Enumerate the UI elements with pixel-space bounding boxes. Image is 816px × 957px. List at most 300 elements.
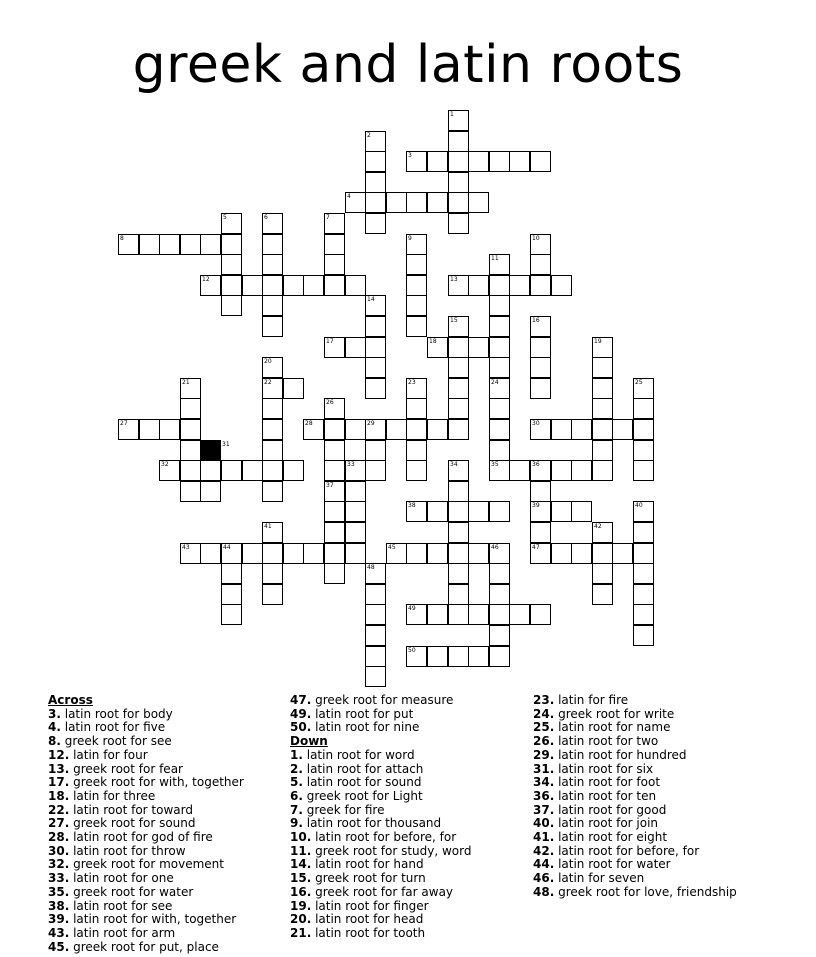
grid-cell[interactable] <box>530 337 551 358</box>
grid-cell[interactable] <box>262 234 283 255</box>
grid-cell[interactable] <box>406 192 427 213</box>
grid-cell[interactable] <box>324 398 345 419</box>
clue-number-label: 48. <box>533 884 555 899</box>
grid-cell[interactable] <box>489 357 510 378</box>
grid-cell[interactable] <box>406 234 427 255</box>
clue-number: 1 <box>450 111 454 118</box>
grid-cell[interactable] <box>180 440 201 461</box>
grid-cell[interactable] <box>406 646 427 667</box>
grid-cell[interactable] <box>324 563 345 584</box>
grid-cell[interactable] <box>221 460 242 481</box>
grid-cell[interactable] <box>345 543 366 564</box>
grid-cell[interactable] <box>489 254 510 275</box>
clue-number-label: 1. <box>290 747 303 762</box>
clue-text: greek root for movement <box>69 857 224 872</box>
grid-cell[interactable] <box>592 398 613 419</box>
clue-number-label: 42. <box>533 843 555 858</box>
grid-cell[interactable] <box>221 234 242 255</box>
grid-cell[interactable] <box>489 584 510 605</box>
grid-cell[interactable] <box>262 460 283 481</box>
down-clue <box>290 776 520 790</box>
grid-cell[interactable] <box>324 440 345 461</box>
grid-cell[interactable] <box>365 378 386 399</box>
grid-cell[interactable] <box>262 522 283 543</box>
grid-cell[interactable] <box>345 192 366 213</box>
grid-cell[interactable] <box>448 378 469 399</box>
grid-cell[interactable] <box>551 501 572 522</box>
grid-cell[interactable] <box>427 419 448 440</box>
grid-cell[interactable] <box>592 543 613 564</box>
grid-cell[interactable] <box>180 398 201 419</box>
grid-cell[interactable] <box>633 625 654 646</box>
clue-text: latin for four <box>69 747 148 762</box>
clue-text: latin root for tooth <box>311 925 426 940</box>
grid-cell[interactable] <box>530 357 551 378</box>
down-clue <box>533 763 803 777</box>
grid-cell[interactable] <box>633 584 654 605</box>
grid-cell[interactable] <box>200 481 221 502</box>
grid-cell[interactable] <box>530 234 551 255</box>
grid-cell[interactable] <box>262 254 283 275</box>
grid-cell[interactable] <box>489 337 510 358</box>
grid-cell[interactable] <box>612 543 633 564</box>
grid-cell[interactable] <box>633 543 654 564</box>
grid-cell[interactable] <box>592 419 613 440</box>
grid-cell[interactable] <box>324 460 345 481</box>
grid-cell[interactable] <box>489 419 510 440</box>
grid-cell[interactable] <box>448 172 469 193</box>
grid-cell[interactable] <box>324 234 345 255</box>
grid-cell[interactable] <box>592 522 613 543</box>
down-clue <box>533 749 803 763</box>
clue-number-label: 8. <box>48 734 61 749</box>
grid-cell[interactable] <box>406 604 427 625</box>
grid-cell[interactable] <box>468 501 489 522</box>
grid-cell[interactable] <box>448 213 469 234</box>
clue-text: greek root for Light <box>302 788 423 803</box>
grid-cell[interactable] <box>365 563 386 584</box>
grid-cell[interactable] <box>551 543 572 564</box>
clue-number-label: 7. <box>290 802 303 817</box>
clue-number-label: 21. <box>290 925 312 940</box>
clue-text: latin root for head <box>311 912 424 927</box>
clue-number-label: 35. <box>48 884 70 899</box>
grid-cell[interactable] <box>262 440 283 461</box>
grid-cell[interactable] <box>365 357 386 378</box>
grid-cell[interactable] <box>262 584 283 605</box>
down-clue <box>533 831 803 845</box>
grid-cell[interactable] <box>427 337 448 358</box>
clue-number: 2 <box>367 132 371 139</box>
down-clue <box>533 845 803 859</box>
grid-cell[interactable] <box>633 440 654 461</box>
across-clue <box>48 763 278 777</box>
grid-cell[interactable] <box>448 481 469 502</box>
grid-cell[interactable] <box>448 316 469 337</box>
grid-cell[interactable] <box>427 646 448 667</box>
grid-cell[interactable] <box>592 563 613 584</box>
grid-cell[interactable] <box>386 543 407 564</box>
grid-cell[interactable] <box>592 460 613 481</box>
grid-cell[interactable] <box>489 295 510 316</box>
grid-cell[interactable] <box>324 337 345 358</box>
grid-cell[interactable] <box>448 337 469 358</box>
grid-cell[interactable] <box>571 543 592 564</box>
grid-cell[interactable] <box>427 543 448 564</box>
grid-cell[interactable] <box>303 275 324 296</box>
clue-number: 28 <box>305 420 313 427</box>
grid-cell[interactable] <box>448 522 469 543</box>
grid-cell[interactable] <box>262 213 283 234</box>
grid-cell[interactable] <box>406 543 427 564</box>
grid-cell[interactable] <box>345 337 366 358</box>
grid-cell[interactable] <box>365 440 386 461</box>
grid-cell[interactable] <box>345 460 366 481</box>
grid-cell[interactable] <box>242 543 263 564</box>
grid-cell[interactable] <box>530 543 551 564</box>
grid-cell[interactable] <box>365 213 386 234</box>
clue-number: 21 <box>182 379 190 386</box>
clue-number: 29 <box>367 420 375 427</box>
grid-cell[interactable] <box>406 419 427 440</box>
grid-cell[interactable] <box>468 275 489 296</box>
clue-number: 26 <box>326 399 334 406</box>
clue-text: greek root for turn <box>311 871 426 886</box>
grid-cell[interactable] <box>633 419 654 440</box>
grid-cell[interactable] <box>242 275 263 296</box>
grid-cell[interactable] <box>365 460 386 481</box>
grid-cell[interactable] <box>489 275 510 296</box>
grid-cell[interactable] <box>262 316 283 337</box>
grid-cell[interactable] <box>468 604 489 625</box>
grid-cell[interactable] <box>303 543 324 564</box>
grid-cell[interactable] <box>365 584 386 605</box>
clue-number-label: 11. <box>290 843 312 858</box>
across-clue <box>48 941 278 955</box>
grid-cell[interactable] <box>530 481 551 502</box>
grid-cell[interactable] <box>365 295 386 316</box>
grid-cell[interactable] <box>571 501 592 522</box>
grid-cell[interactable] <box>200 460 221 481</box>
grid-cell[interactable] <box>365 337 386 358</box>
grid-cell[interactable] <box>592 584 613 605</box>
grid-cell[interactable] <box>551 460 572 481</box>
clue-text: latin root for toward <box>69 802 193 817</box>
clue-number-label: 50. <box>290 720 312 735</box>
grid-cell[interactable] <box>448 584 469 605</box>
grid-cell[interactable] <box>489 543 510 564</box>
grid-cell[interactable] <box>180 419 201 440</box>
clue-number-label: 27. <box>48 816 70 831</box>
grid-cell[interactable] <box>592 440 613 461</box>
grid-cell[interactable] <box>221 604 242 625</box>
grid-cell[interactable] <box>406 440 427 461</box>
grid-cell[interactable] <box>221 584 242 605</box>
clue-number: 46 <box>491 544 499 551</box>
grid-cell[interactable] <box>427 604 448 625</box>
down-heading: Down <box>290 734 328 749</box>
down-clue <box>533 694 803 708</box>
down-clue <box>290 845 520 859</box>
grid-cell[interactable] <box>200 234 221 255</box>
grid-cell[interactable] <box>345 419 366 440</box>
down-clue <box>290 790 520 804</box>
grid-cell[interactable] <box>530 316 551 337</box>
clue-number: 34 <box>450 461 458 468</box>
down-clue <box>533 735 803 749</box>
grid-cell[interactable] <box>200 543 221 564</box>
grid-cell[interactable] <box>489 398 510 419</box>
grid-cell[interactable] <box>571 460 592 481</box>
grid-cell[interactable] <box>489 151 510 172</box>
grid-cell[interactable] <box>324 481 345 502</box>
grid-cell[interactable] <box>324 522 345 543</box>
grid-cell[interactable] <box>345 522 366 543</box>
grid-cell[interactable] <box>489 604 510 625</box>
grid-cell[interactable] <box>139 419 160 440</box>
grid-cell[interactable] <box>324 213 345 234</box>
grid-cell[interactable] <box>633 522 654 543</box>
grid-cell[interactable] <box>262 543 283 564</box>
clue-number: 17 <box>326 338 334 345</box>
clue-number-label: 15. <box>290 871 312 886</box>
grid-cell[interactable] <box>592 378 613 399</box>
grid-cell[interactable] <box>530 419 551 440</box>
clue-number-label: 30. <box>48 843 70 858</box>
grid-cell[interactable] <box>509 604 530 625</box>
grid-cell[interactable] <box>489 378 510 399</box>
grid-cell[interactable] <box>448 131 469 152</box>
grid-cell[interactable] <box>365 172 386 193</box>
grid-cell[interactable] <box>345 481 366 502</box>
grid-cell[interactable] <box>489 460 510 481</box>
grid-cell[interactable] <box>448 543 469 564</box>
grid-cell[interactable] <box>448 604 469 625</box>
grid-cell[interactable] <box>551 275 572 296</box>
grid-cell[interactable] <box>386 192 407 213</box>
grid-cell[interactable] <box>633 501 654 522</box>
clue-text: latin root for eight <box>554 830 668 845</box>
grid-cell[interactable] <box>180 378 201 399</box>
grid-cell[interactable] <box>448 563 469 584</box>
grid-cell[interactable] <box>489 316 510 337</box>
grid-cell[interactable] <box>509 275 530 296</box>
clue-number-label: 17. <box>48 775 70 790</box>
grid-cell[interactable] <box>406 378 427 399</box>
grid-cell[interactable] <box>468 646 489 667</box>
grid-cell[interactable] <box>262 357 283 378</box>
grid-cell[interactable] <box>345 501 366 522</box>
grid-cell[interactable] <box>406 501 427 522</box>
grid-cell[interactable] <box>448 646 469 667</box>
grid-cell[interactable] <box>468 151 489 172</box>
across-clue <box>48 900 278 914</box>
grid-cell[interactable] <box>180 481 201 502</box>
grid-cell[interactable] <box>262 295 283 316</box>
down-clue <box>290 913 520 927</box>
grid-cell[interactable] <box>365 666 386 687</box>
grid-cell[interactable] <box>262 563 283 584</box>
grid-cell[interactable] <box>365 316 386 337</box>
clue-text: greek root for love, friendship <box>554 884 737 899</box>
grid-cell[interactable] <box>406 275 427 296</box>
grid-cell[interactable] <box>221 275 242 296</box>
grid-cell[interactable] <box>324 501 345 522</box>
grid-cell[interactable] <box>530 151 551 172</box>
grid-cell[interactable] <box>509 460 530 481</box>
grid-cell[interactable] <box>200 275 221 296</box>
grid-cell[interactable] <box>592 357 613 378</box>
grid-cell[interactable] <box>448 151 469 172</box>
grid-cell[interactable] <box>530 254 551 275</box>
down-clue <box>533 858 803 872</box>
grid-cell[interactable] <box>448 357 469 378</box>
grid-cell[interactable] <box>365 151 386 172</box>
grid-cell[interactable] <box>262 481 283 502</box>
clue-text: greek root for study, word <box>311 843 472 858</box>
grid-cell[interactable] <box>489 501 510 522</box>
grid-cell[interactable] <box>283 543 304 564</box>
grid-cell[interactable] <box>262 378 283 399</box>
grid-cell[interactable] <box>489 625 510 646</box>
grid-cell[interactable] <box>633 563 654 584</box>
grid-cell[interactable] <box>489 440 510 461</box>
grid-cell[interactable] <box>180 460 201 481</box>
grid-cell[interactable] <box>406 254 427 275</box>
clue-text: greek root for far away <box>311 884 454 899</box>
clue-number: 20 <box>264 358 272 365</box>
grid-cell[interactable] <box>509 151 530 172</box>
across-clue <box>48 858 278 872</box>
grid-cell[interactable] <box>633 378 654 399</box>
grid-cell[interactable] <box>468 192 489 213</box>
grid-cell[interactable] <box>406 151 427 172</box>
grid-cell[interactable] <box>118 234 139 255</box>
grid-cell[interactable] <box>262 398 283 419</box>
grid-cell[interactable] <box>448 460 469 481</box>
clue-number: 6 <box>264 214 268 221</box>
grid-cell[interactable] <box>221 543 242 564</box>
grid-cell[interactable] <box>448 192 469 213</box>
grid-cell[interactable] <box>468 337 489 358</box>
grid-cell[interactable] <box>448 275 469 296</box>
grid-cell[interactable] <box>406 316 427 337</box>
grid-cell[interactable] <box>633 604 654 625</box>
grid-cell[interactable] <box>612 419 633 440</box>
grid-cell[interactable] <box>221 563 242 584</box>
grid-cell[interactable] <box>283 378 304 399</box>
grid-cell[interactable] <box>365 131 386 152</box>
grid-cell[interactable] <box>159 460 180 481</box>
grid-cell[interactable] <box>448 110 469 131</box>
clue-number: 41 <box>264 523 272 530</box>
clue-text: latin root for before, for <box>311 830 457 845</box>
grid-cell[interactable] <box>242 460 263 481</box>
grid-cell[interactable] <box>427 501 448 522</box>
grid-cell[interactable] <box>365 646 386 667</box>
grid-cell[interactable] <box>633 398 654 419</box>
clue-text: latin root for finger <box>311 898 429 913</box>
grid-cell[interactable] <box>159 234 180 255</box>
grid-cell[interactable] <box>365 625 386 646</box>
grid-cell[interactable] <box>448 398 469 419</box>
grid-cell[interactable] <box>406 398 427 419</box>
grid-cell[interactable] <box>633 460 654 481</box>
clue-number: 40 <box>635 502 643 509</box>
grid-cell[interactable] <box>427 192 448 213</box>
clue-number-label: 14. <box>290 857 312 872</box>
grid-cell[interactable] <box>530 460 551 481</box>
grid-cell[interactable] <box>283 460 304 481</box>
grid-cell[interactable] <box>180 543 201 564</box>
grid-cell[interactable] <box>489 563 510 584</box>
clue-number-label: 2. <box>290 761 303 776</box>
grid-cell[interactable] <box>365 604 386 625</box>
grid-cell[interactable] <box>406 460 427 481</box>
grid-cell[interactable] <box>324 254 345 275</box>
grid-cell[interactable] <box>365 419 386 440</box>
across-clue <box>48 845 278 859</box>
grid-cell[interactable] <box>221 254 242 275</box>
clue-text: latin root for one <box>69 871 174 886</box>
grid-cell[interactable] <box>159 419 180 440</box>
grid-cell[interactable] <box>448 419 469 440</box>
grid-cell[interactable] <box>427 151 448 172</box>
clue-number: 18 <box>429 338 437 345</box>
clue-number: 23 <box>408 379 416 386</box>
clue-text: latin root for sound <box>302 775 422 790</box>
grid-cell[interactable] <box>468 543 489 564</box>
grid-cell[interactable] <box>221 295 242 316</box>
grid-cell[interactable] <box>303 419 324 440</box>
grid-cell[interactable] <box>448 501 469 522</box>
across-clue <box>48 817 278 831</box>
grid-cell[interactable] <box>530 275 551 296</box>
down-clue <box>290 763 520 777</box>
grid-cell[interactable] <box>262 275 283 296</box>
grid-cell[interactable] <box>324 275 345 296</box>
clue-text: latin root for word <box>302 747 415 762</box>
grid-cell[interactable] <box>571 419 592 440</box>
grid-cell[interactable] <box>592 337 613 358</box>
grid-cell[interactable] <box>530 604 551 625</box>
grid-cell[interactable] <box>406 295 427 316</box>
grid-cell[interactable] <box>530 501 551 522</box>
grid-cell[interactable] <box>551 419 572 440</box>
grid-cell[interactable] <box>139 234 160 255</box>
down-clue <box>533 804 803 818</box>
grid-cell[interactable] <box>530 378 551 399</box>
clue-text: latin root for name <box>554 720 671 735</box>
grid-cell[interactable] <box>324 543 345 564</box>
grid-cell[interactable] <box>118 419 139 440</box>
across-clue <box>48 721 278 735</box>
clue-number: 14 <box>367 296 375 303</box>
grid-cell[interactable] <box>221 213 242 234</box>
grid-cell[interactable] <box>345 275 366 296</box>
grid-cell[interactable] <box>365 192 386 213</box>
grid-cell[interactable] <box>283 275 304 296</box>
grid-cell[interactable] <box>180 234 201 255</box>
down-clue <box>533 721 803 735</box>
grid-cell[interactable] <box>324 419 345 440</box>
grid-cell[interactable] <box>530 522 551 543</box>
grid-cell[interactable] <box>386 419 407 440</box>
clue-text: latin root for hundred <box>554 747 687 762</box>
grid-cell[interactable] <box>489 646 510 667</box>
down-clue <box>290 858 520 872</box>
grid-cell[interactable] <box>262 419 283 440</box>
